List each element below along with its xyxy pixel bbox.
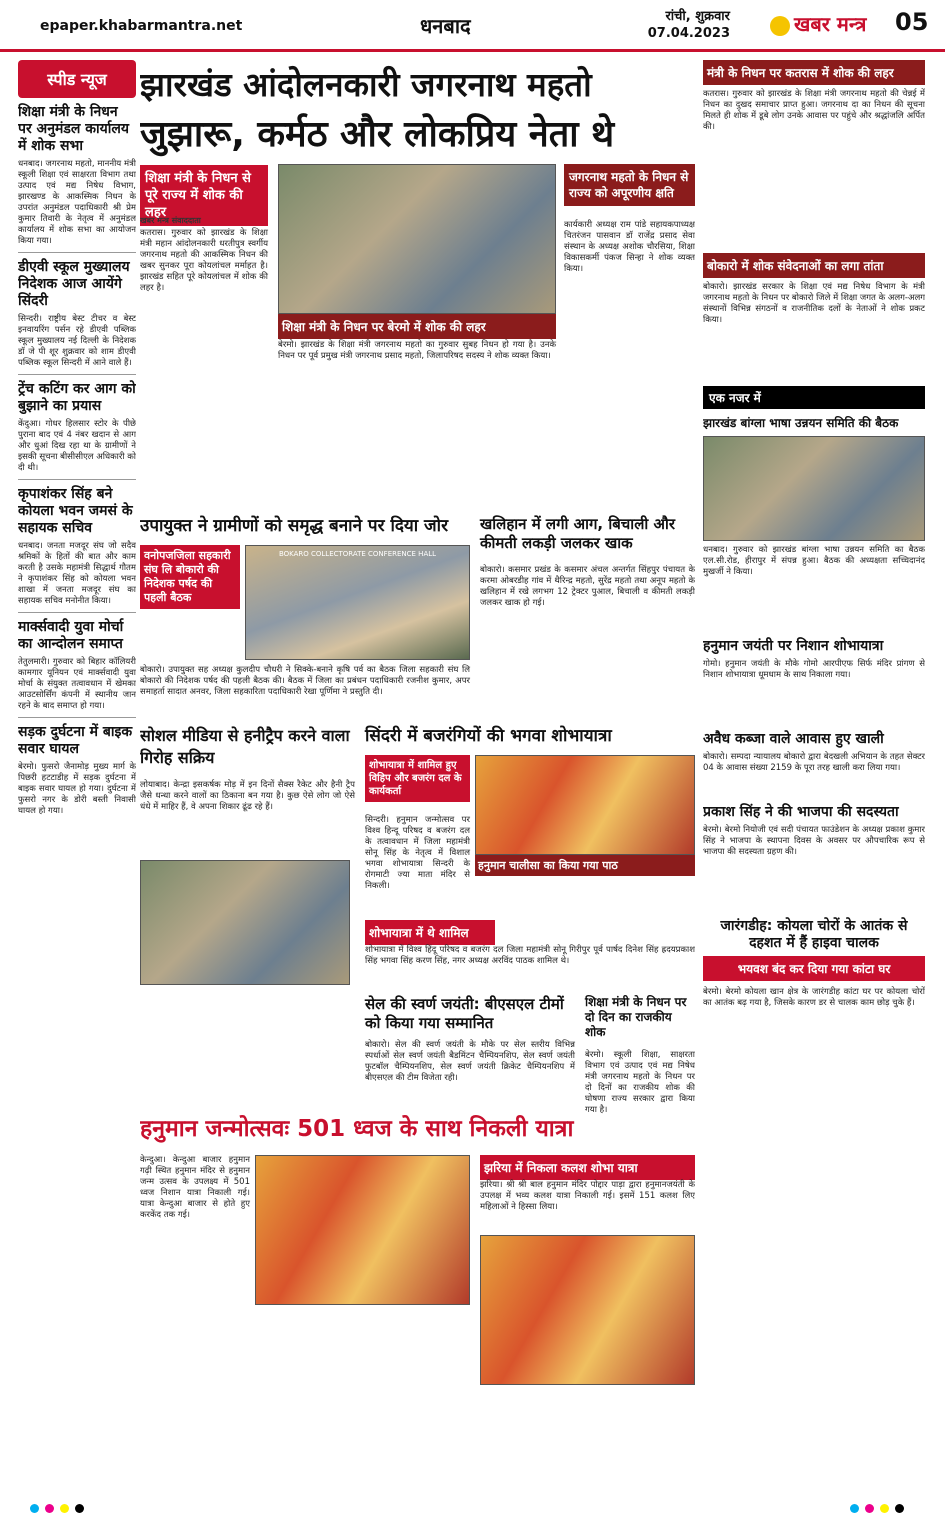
- registration-dot: [865, 1504, 874, 1513]
- left-column: [18, 60, 136, 1490]
- story-headline: हनुमान जन्मोत्सवः 501 ध्वज के साथ निकली यात्रा: [140, 1116, 574, 1142]
- middle-section: [140, 515, 695, 1495]
- right-photo: [703, 436, 925, 541]
- right-box-body: कतरास। गुरुवार को झारखंड के शिक्षा मंत्री जगरनाथ महतो की चेन्नई में निधन का दुखद समाचार प्राप्त हुआ। जगरनाथ दा का निधन की सूचना मिलते ही शोक में डूबे लोग उनके आवास पर पहुंचे और श्रद्धांजलि अर्पित की।: [703, 89, 925, 132]
- left-item-body: सिन्दरी। राष्ट्रीय बेस्ट टीचर व बेस्ट इनवायरिंग पर्सन रहे डीएवी पब्लिक स्कूल मुख्यालय नई दिल्ली के निदेशक डॉ जे पी शूर शुक्रवार को शाम डीएवी पब्लिक स्कूल सिन्दरी में आने वाले हैं।: [18, 314, 136, 368]
- registration-dot: [60, 1504, 69, 1513]
- registration-dot: [850, 1504, 859, 1513]
- left-item-head: डीएवी स्कूल मुख्यालय निदेशक आज आयेंगे सिंदरी: [18, 259, 130, 309]
- story-red-box: झरिया में निकला कलश शोभा यात्रा: [480, 1155, 695, 1180]
- lead-right-box: जगरनाथ महतो के निधन से राज्य को अपूरणीय क्षति: [564, 164, 695, 206]
- masthead: [0, 0, 945, 52]
- right-box-body: गोमो। हनुमान जयंती के मौके गोमो आरपीएफ सिर्फ मंदिर प्रांगण से निशान शोभायात्रा धूमधाम के साथ निकाला गया।: [703, 659, 925, 680]
- story-red-box: वनोपजजिला सहकारी संघ लि बोकारो की निदेशक पर्षद की पहली बैठक: [140, 545, 240, 609]
- left-item-body: बेरमो। फुसरो जैनामोड़ मुख्य मार्ग के पिछरी हटटाडीह में सड़क दुर्घटना में बाइक सवार घायल हो गया। दुर्घटना में फुसरो नगर के डोरी बस्ती निवासी घायल हो गया।: [18, 762, 136, 816]
- left-item-head: ट्रेंच कटिंग कर आग को बुझाने का प्रयास: [18, 381, 136, 414]
- registration-dot: [75, 1504, 84, 1513]
- registration-dot: [895, 1504, 904, 1513]
- right-red-box: भयवश बंद कर दिया गया कांटा घर: [703, 956, 925, 981]
- lead-red-box: शिक्षा मंत्री के निधन से पूरे राज्य में शोक की लहर: [140, 165, 268, 226]
- at-a-glance-tag: एक नजर में: [703, 386, 925, 409]
- story-headline: खलिहान में लगी आग, बिचाली और कीमती लकड़ी जलकर खाक: [480, 515, 675, 552]
- story-body: बोकारो। उपायुक्त सह अध्यक्ष कुलदीप चौधरी ने सिक्के-बनाने कृषि पर्व का बैठक जिला सहकारी संघ लि बोकारो की निदेशक पर्षद की पहली बैठक की। बैठक में जिला का प्रबंधन पदाधिकारी रजनीश कुमार, अपर समाहर्ता सादात अनवर, जिला सहकारिता पदाधिकारी रेखा पूर्णिमा ने प्रस्तुति दी।: [140, 665, 470, 697]
- right-box-body: बोकारो। झारखंड सरकार के शिक्षा एवं मद्य निषेध विभाग के मंत्री जगरनाथ महतो के निधन पर बोकारो जिले में शिक्षा जगत के अलग-अलग संस्थानों विभिन्न संगठनों व राजनीतिक दलों के नेताओं ने शोक प्रकट किया।: [703, 282, 925, 325]
- left-item-body: धनबाद। जगरनाथ महतो, माननीय मंत्री स्कूली शिक्षा एवं साक्षरता विभाग तथा उत्पाद एवं मद्य निषेध विभाग, झारखण्ड के आकस्मिक निधन के उपरांत अनुमंडल पदाधिकारी श्री प्रेम कुमार तिवारी के नेतृत्व में अनुमंडल कार्यालय में शोक सभा का आयोजन किया गया।: [18, 159, 136, 246]
- story-body: लोयाबाद। केन्द्रा इसकर्षक मोड़ में इन दिनों सैक्स रैकेट और हैनी ट्रैप जैसे धन्धा करने वालों का ठिकाना बन गया है। कुछ ऐसे लोग जो ऐसे धंधे में माहिर हैं, वे अपना शिकार ढूंढ रहे हैं।: [140, 780, 355, 812]
- divider: [18, 374, 136, 375]
- issue-date: [630, 8, 730, 42]
- story-body: बेरमो। स्कूली शिक्षा, साक्षरता विभाग एवं उत्पाद एवं मद्य निषेध मंत्री जगरनाथ महतो के निधन पर दो दिनों का राजकीय शोक की घोषणा राज्य सरकार द्वारा किया गया है।: [585, 1050, 695, 1115]
- edition-city: धनबाद: [420, 14, 471, 38]
- registration-dot: [880, 1504, 889, 1513]
- story-caption: हनुमान चालीसा का किया गया पाठ: [475, 855, 695, 876]
- story-headline: सिंदरी में बजरंगियों की भगवा शोभायात्रा: [365, 726, 612, 746]
- story-headline: उपायुक्त ने ग्रामीणों को समृद्ध बनाने पर दिया जोर: [140, 516, 449, 536]
- speed-news-badge: स्पीड न्यूज: [18, 60, 136, 98]
- left-item-head: शिक्षा मंत्री के निधन पर अनुमंडल कार्यालय में शोक सभा: [18, 104, 129, 154]
- right-box-head: प्रकाश सिंह ने की भाजपा की सदस्यता: [703, 804, 899, 820]
- story-body: झरिया। श्री श्री बाल हनुमान मंदिर पोद्दार पाड़ा द्वारा हनुमानजयंती के उपलक्ष में भव्य कलश यात्रा निकाली गई। इसमें 151 कलश लिए महिलाओं ने हिस्सा लिया।: [480, 1180, 695, 1212]
- story-body: बोकारो। सेल की स्वर्ण जयंती के मौके पर सेल स्तरीय विभिन्न स्पर्धाओं सेल स्वर्ण जयंती बैडमिंटन चैम्पियनशिप, सेल स्वर्ण जयंती फुटबॉल चैम्पियनशिप, सेल स्वर्ण जयंती क्रिकेट चैम्पियनशिप में बीएसएल की टीम विजेता रही।: [365, 1040, 575, 1083]
- left-item-body: धनबाद। जनता मजदूर संघ जो सदैव श्रमिकों के हितों की बात और काम करती है उसके महामंत्री सिद्धार्थ गौतम ने कृपाशंकर सिंह को कोयला भवन शाखा में जनता मजदूर संघ का सहायक सचिव मनोनीत किया।: [18, 541, 136, 606]
- brand-name: खबर मन्त्र: [794, 12, 867, 36]
- story-headline: शिक्षा मंत्री के निधन पर दो दिन का राजकीय शोक: [585, 995, 687, 1039]
- right-box-head: जारंगडीह: कोयला चोरों के आतंक से दहशत में हैं हाइवा चालक: [720, 918, 908, 951]
- right-box-body: बेरमो। बेरमो नियोजी एवं सदी पंचायत फाउंडेशन के अध्यक्ष प्रकाश कुमार सिंह ने भाजपा के स्थापना दिवस के अवसर पर औपचारिक रूप से भाजपा की सदस्यता ग्रहण की।: [703, 825, 925, 857]
- registration-dot: [45, 1504, 54, 1513]
- right-box-head: अवैध कब्जा वाले आवास हुए खाली: [703, 731, 884, 747]
- date-value: 07.04.2023: [647, 26, 730, 41]
- lead-photo-caption: शिक्षा मंत्री के निधन पर बेरमो में शोक की लहर: [278, 314, 556, 339]
- story-body: केन्दुआ। केन्दुआ बाजार हनुमान गढ़ी स्थित हनुमान मंदिर से हनुमान जन्म उत्सव के उपलक्ष्य में 501 ध्वज निशान यात्रा निकाली गई। यात्रा केन्दुआ बाजार से होते हुए करकेंद तक गई।: [140, 1155, 250, 1220]
- divider: [18, 612, 136, 613]
- divider: [18, 479, 136, 480]
- date-weekday: रांची, शुक्रवार: [665, 9, 730, 24]
- story-photo: [480, 1235, 695, 1385]
- print-marks: [0, 1500, 945, 1517]
- story-headline: सेल की स्वर्ण जयंती: बीएसएल टीमों को किया गया सम्मानित: [365, 995, 564, 1032]
- lead-headline-line1: झारखंड आंदोलनकारी जगरनाथ महतो: [140, 65, 592, 104]
- story-photo: [475, 755, 695, 855]
- photo-label: BOKARO COLLECTORATE CONFERENCE HALL: [278, 550, 437, 558]
- right-box-body: बोकारो। सम्पदा न्यायालय बोकारो द्वारा बेदखली अभियान के तहत सेक्टर 04 के आवास संख्या 2159 के पूरा तरह खाली करा लिया गया।: [703, 752, 925, 773]
- story-photo: [255, 1155, 470, 1305]
- right-box-head: झारखंड बांग्ला भाषा उन्नयन समिति की बैठक: [703, 416, 899, 430]
- right-box-head: हनुमान जयंती पर निशान शोभायात्रा: [703, 638, 884, 654]
- lead-headline-line2: जुझारू, कर्मठ और लोकप्रिय नेता थे: [140, 114, 615, 155]
- right-column: [703, 60, 925, 1495]
- right-box-head: बोकारो में शोक संवेदनाओं का लगा तांता: [703, 253, 925, 278]
- byline: खबर मन्त्र संवाददाता: [140, 216, 201, 225]
- story-red-box: शोभायात्रा में थे शामिल: [365, 920, 495, 945]
- story-photo: [140, 860, 350, 985]
- left-item-body: तेतुलमारी। गुरुवार को बिहार कॉलियरी कामगार यूनियन एवं मार्क्सवादी युवा मोर्चा के संयुक्त तत्वावधान में खेमका आउटसोर्सिंग कंपनी में स्थानीय जान रहने के बाद समाप्त हो गया।: [18, 657, 136, 711]
- right-box-head: मंत्री के निधन पर कतरास में शोक की लहर: [703, 60, 925, 85]
- lead-photo: [278, 164, 556, 314]
- lead-story: [140, 60, 695, 530]
- site-url[interactable]: epaper.khabarmantra.net: [40, 18, 243, 34]
- lead-body: बेरमो। झारखंड के शिक्षा मंत्री जगरनाथ महतो का गुरुवार सुबह निधन हो गया है। उनके निधन पर पूर्व प्रमुख मंत्री जगरनाथ प्रसाद महतो, जिलापरिषद सदस्य ने शोक व्यक्त किया।: [278, 340, 556, 361]
- divider: [18, 717, 136, 718]
- right-box-body: बेरमो। बेरमो कोयला खान क्षेत्र के जारंगडीह कांटा घर पर कोयला चोरों का आतंक बढ़ गया है, जिसके कारण डर से चालक काम छोड़ चुके हैं।: [703, 987, 925, 1008]
- lead-body: कतरास। गुरुवार को झारखंड के शिक्षा मंत्री महान आंदोलनकारी धरतीपुत्र स्वर्गीय जगरनाथ महतो की आकस्मिक निधन की खबर सुनकर पूरा कोयलांचल मर्माहत है। झारखंड सहित पूरे कोयलांचल में शोक की लहर है।: [140, 228, 268, 293]
- left-item-head: कृपाशंकर सिंह बने कोयला भवन जमसं के सहायक सचिव: [18, 486, 133, 536]
- divider: [18, 252, 136, 253]
- story-body: सिन्दरी। हनुमान जन्मोत्सव पर विश्व हिन्दू परिषद व बजरंग दल के तत्वावधान में जिला महामंत्री सोनू सिंह के नेतृत्व में विशाल भगवा शोभायात्रा सिन्दरी के रोगमाटी ज्या माता मंदिर से निकली।: [365, 815, 470, 891]
- story-body: बोकारो। कसमार प्रखंड के कसमार अंचल अन्तर्गत सिंहपुर पंचायत के करमा ओबरडीह गांव में थैरिन्द्र महतो, सुरेंद्र महतो तथा अनूप महतो के खलिहान में रखे लगभग 12 ट्रेक्टर पुआल, बिचाली व कीमती लकड़ी जलकर खाक हो गई।: [480, 565, 695, 608]
- story-photo: [245, 545, 470, 660]
- story-body: शोभायात्रा में विश्व हिंदू परिषद व बजरंग दल जिला महामंत्री सोनू गिरीपुर पूर्व पार्षद दिनेश सिंह ह्रदयप्रकाश सिंह भगवा सिंह करण सिंह, नगर अध्यक्ष अरविंद पाठक शामिल थे।: [365, 945, 695, 966]
- left-item-head: सड़क दुर्घटना में बाइक सवार घायल: [18, 724, 133, 757]
- story-red-box: शोभायात्रा में शामिल हुए विहिप और बजरंग दल के कार्यकर्ता: [365, 755, 470, 802]
- story-headline: सोशल मीडिया से हनीट्रैप करने वाला गिरोह सक्रिय: [140, 726, 350, 767]
- right-box-body: धनबाद। गुरुवार को झारखंड बांग्ला भाषा उन्नयन समिति का बैठक एल.सी.रोड, हीरापुर में संपन्न हुआ। बैठक की अध्यक्षता सच्चिदानंद मुखर्जी ने किया।: [703, 545, 925, 577]
- left-item-head: मार्क्सवादी युवा मोर्चा का आन्दोलन समाप्त: [18, 619, 124, 652]
- left-item-body: केंदुआ। गोधर हिलसार स्टोर के पीछे पुराना बाद एवं 4 नंबर खदान से आग और धुआं दिख रहा था के ग्रामीणों ने इसकी सूचना बीसीसीएल अधिकारी को दी थी।: [18, 419, 136, 473]
- page-number: 05: [895, 8, 929, 36]
- registration-dot: [30, 1504, 39, 1513]
- brand-logo: [770, 10, 866, 37]
- lead-body: कार्यकारी अध्यक्ष राम पांडे सहायकपाध्यक्ष चितरंजन पासवान डॉ राजेंद्र प्रसाद सेवा संस्थान के अध्यक्ष अशोक चौरसिया, शिक्षा विकासकर्मी पंकज सिन्हा ने शोक व्यक्त किया।: [564, 220, 695, 274]
- logo-icon: [770, 16, 790, 36]
